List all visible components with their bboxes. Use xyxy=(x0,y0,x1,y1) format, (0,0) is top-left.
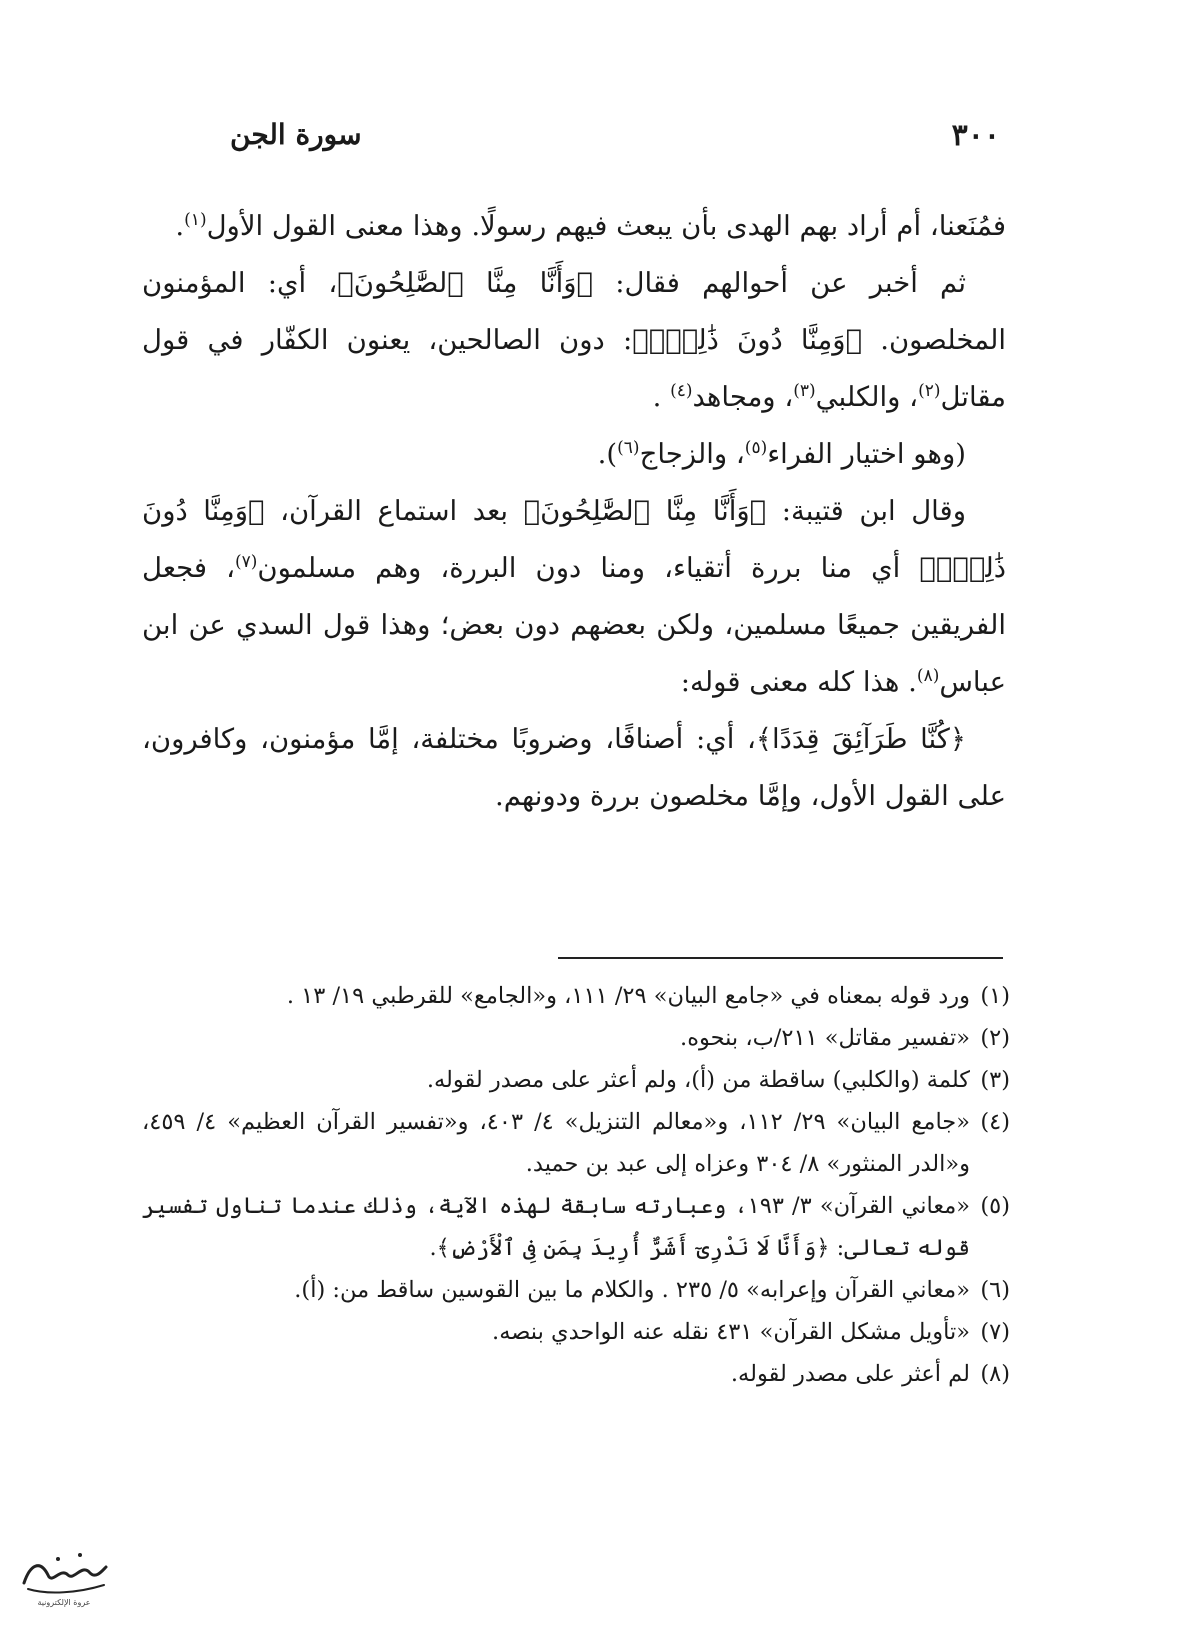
paragraph-1-end: . xyxy=(175,210,185,242)
footnote-ref-6[interactable]: (٦) xyxy=(617,437,640,458)
paragraph-4-text-b: ، فجعل الفريقين جميعًا مسلمين، ولكن بعضهم دون بعض؛ وهذا قول السدي عن ابن عباس xyxy=(142,552,1006,698)
footnote-text: «معاني القرآن» ٣/ ١٩٣، وعبارته سابقة لهذه الآية، وذلك عندما تناول تفسير قوله تعالى: ﴿وَأَنَّا لَا نَدْرِىٓ أَشَرٌّ أُرِيدَ بِمَن فِى ٱلْأَرْضِ﴾. xyxy=(142,1193,971,1261)
footnote-separator xyxy=(558,957,1003,959)
paragraph-3 xyxy=(142,426,1006,483)
paragraph-3-text-a: (وهو اختيار الفراء xyxy=(767,438,966,470)
paragraph-4-text-a: وقال ابن قتيبة: ﴿وَأَنَّا مِنَّا ٱلصَّٰلِحُونَ﴾ بعد استماع القرآن، ﴿وَمِنَّا دُونَ ذَٰلِكَۖ﴾ أي منا بررة أتقياء، ومنا دون البررة، وهم مسلمون xyxy=(142,495,1006,584)
footnote-text: «معاني القرآن وإعرابه» ٥/ ٢٣٥ . والكلام ما بين القوسين ساقط من: (أ). xyxy=(294,1277,970,1303)
footnote-ref-7[interactable]: (٧) xyxy=(234,551,258,572)
paragraph-2-text-b: ، والكلبي xyxy=(815,381,919,413)
footnote-text: «جامع البيان» ٢٩/ ١١٢، و«معالم التنزيل» ٤/ ٤٠٣، و«تفسير القرآن العظيم» ٤/ ٤٥٩، و«الدر المنثور» ٨/ ٣٠٤ وعزاه إلى عبد بن حميد. xyxy=(142,1109,970,1177)
footnote-number: (٨) xyxy=(980,1361,1010,1387)
footnote-ref-1[interactable]: (١) xyxy=(184,209,207,230)
footnote-8 xyxy=(142,1353,1010,1395)
main-text xyxy=(142,198,1006,825)
footnote-text: ورد قوله بمعناه في «جامع البيان» ٢٩/ ١١١، و«الجامع» للقرطبي ١٩/ ١٣ . xyxy=(286,983,970,1009)
paragraph-2-text-a: ثم أخبر عن أحوالهم فقال: ﴿وَأَنَّا مِنَّا ٱلصَّٰلِحُونَ﴾، أي: المؤمنون المخلصون. ﴿وَمِنَّا دُونَ ذَٰلِكَۖ﴾: دون الصالحين، يعنون الكفّار في قول مقاتل xyxy=(142,267,1006,413)
footnote-4 xyxy=(142,1101,1010,1185)
footnote-number: (٣) xyxy=(980,1067,1010,1093)
footnote-number: (٢) xyxy=(980,1025,1010,1051)
footnote-number: (١) xyxy=(980,983,1010,1009)
paragraph-1-text: فمُنَعنا، أم أراد بهم الهدى بأن يبعث فيهم رسولًا. وهذا معنى القول الأول xyxy=(206,210,1006,242)
paragraph-2-text-d: . xyxy=(652,381,671,413)
paragraph-2 xyxy=(142,255,1006,426)
footnote-ref-8[interactable]: (٨) xyxy=(916,665,940,686)
paragraph-3-text-b: ، والزجاج xyxy=(639,438,745,470)
footnote-3 xyxy=(142,1059,1010,1101)
paragraph-5 xyxy=(142,711,1006,825)
footnote-text: كلمة (والكلبي) ساقطة من (أ)، ولم أعثر على مصدر لقوله. xyxy=(426,1067,970,1093)
footnote-ref-3[interactable]: (٣) xyxy=(793,380,816,401)
footnote-6 xyxy=(142,1269,1010,1311)
footnote-text: «تفسير مقاتل» ٢١١/ب، بنحوه. xyxy=(680,1025,970,1051)
footnote-number: (٧) xyxy=(980,1319,1010,1345)
paragraph-5-text: ﴿كُنَّا طَرَآئِقَ قِدَدًا﴾، أي: أصنافًا، وضروبًا مختلفة، إمَّا مؤمنون، وكافرون، على القول الأول، وإمَّا مخلصون بررة ودونهم. xyxy=(142,723,1006,812)
page-header xyxy=(150,118,1000,168)
paragraph-4 xyxy=(142,483,1006,711)
paragraph-3-text-c: ). xyxy=(597,438,618,470)
paragraph-1 xyxy=(142,198,1006,255)
paragraph-2-text-c: ، ومجاهد xyxy=(692,381,794,413)
footnote-number: (٥) xyxy=(980,1193,1010,1219)
footnotes-list xyxy=(142,975,1010,1395)
footnote-2 xyxy=(142,1017,1010,1059)
footnote-7 xyxy=(142,1311,1010,1353)
logo-subtitle: عروة الإلكترونية xyxy=(37,1598,91,1607)
footnote-text: «تأويل مشكل القرآن» ٤٣١ نقله عنه الواحدي بنصه. xyxy=(492,1319,970,1345)
footnote-ref-5[interactable]: (٥) xyxy=(744,437,768,458)
paragraph-4-text-c: . هذا كله معنى قوله: xyxy=(680,666,917,698)
footnote-ref-4[interactable]: (٤) xyxy=(670,380,693,401)
page-number: ٣٠٠ xyxy=(951,118,1000,153)
footnote-5 xyxy=(142,1185,1010,1269)
publisher-logo xyxy=(18,1545,110,1609)
footnote-number: (٤) xyxy=(980,1109,1010,1135)
footnote-text: لم أعثر على مصدر لقوله. xyxy=(730,1361,970,1387)
footnote-number: (٦) xyxy=(980,1277,1010,1303)
footnote-1 xyxy=(142,975,1010,1017)
footnote-ref-2[interactable]: (٢) xyxy=(918,380,941,401)
surah-title: سورة الجن xyxy=(230,118,362,151)
